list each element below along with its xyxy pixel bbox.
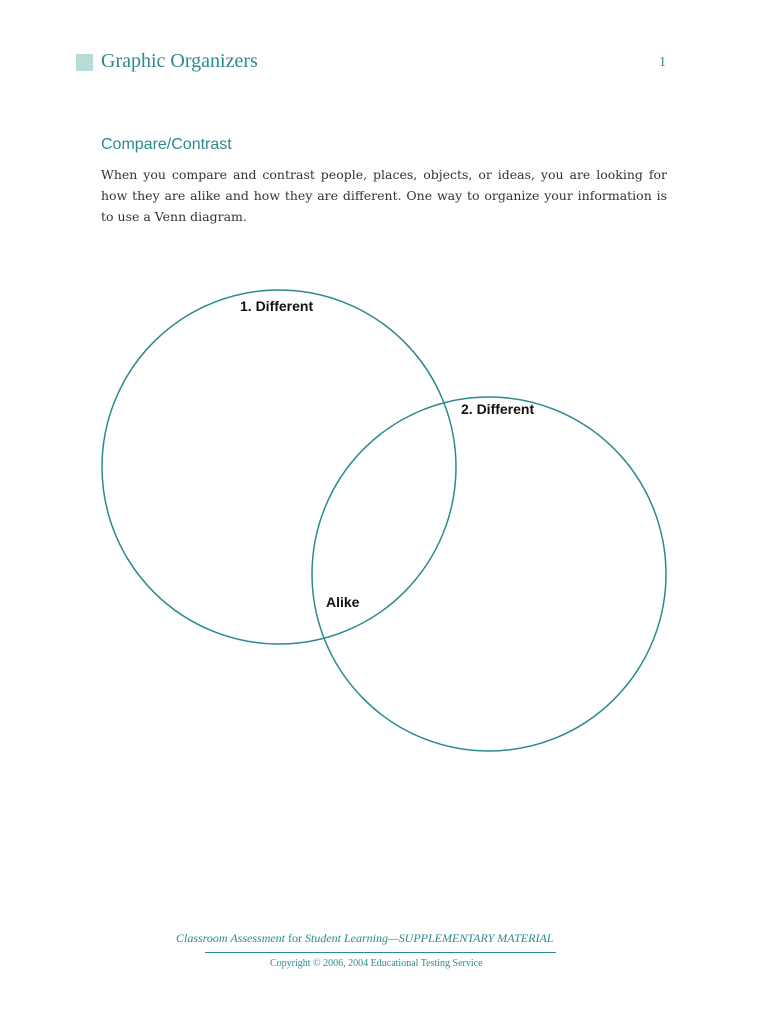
page-title: Graphic Organizers	[101, 50, 258, 72]
footer-title-part1: Classroom Assessment	[176, 931, 286, 945]
footer-copyright: Copyright © 2006, 2004 Educational Testing Service	[270, 958, 483, 969]
footer-title	[176, 931, 553, 946]
venn-overlap-label: Alike	[326, 594, 360, 610]
page-number: 1	[659, 55, 666, 70]
footer-divider	[205, 952, 556, 953]
intro-paragraph: When you compare and contrast people, places, objects, or ideas, you are looking for how they are alike and how they are different. One way to organize your information is to use a Venn diagram.	[101, 167, 667, 224]
section-heading: Compare/Contrast	[101, 136, 232, 153]
venn-right-label: 2. Different	[461, 401, 535, 417]
venn-right-circle	[312, 397, 666, 751]
venn-left-label: 1. Different	[240, 298, 314, 314]
footer-title-part3: Student Learning—SUPPLEMENTARY MATERIAL	[305, 931, 554, 945]
venn-left-circle	[102, 290, 456, 644]
footer-title-part2: for	[285, 931, 306, 945]
